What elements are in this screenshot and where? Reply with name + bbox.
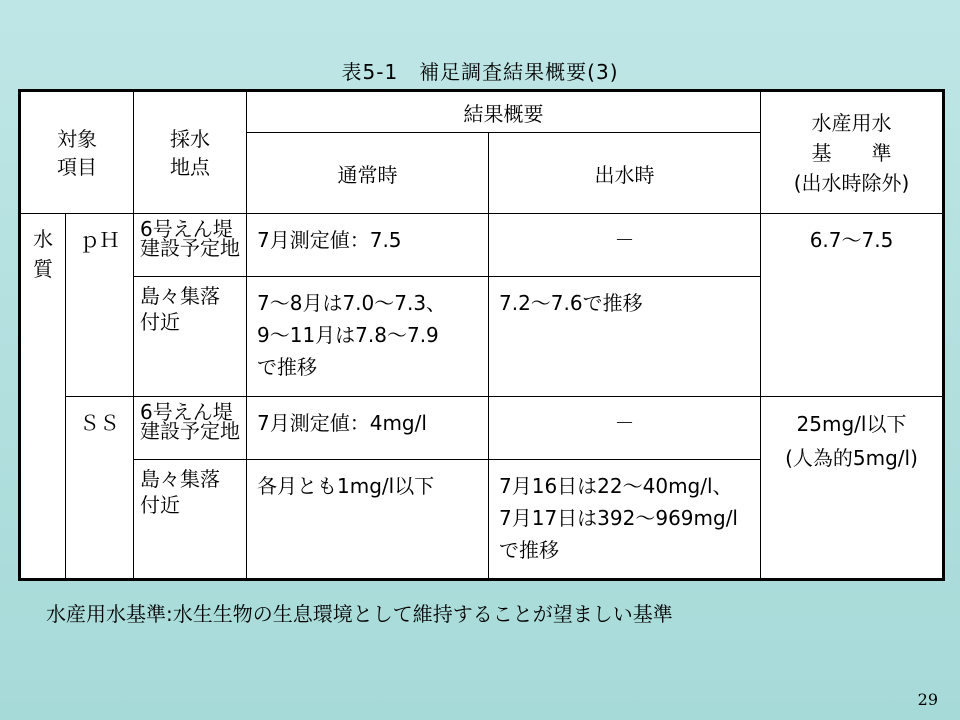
ss-point-dam-site: 6号えん堤 建設予定地 (134, 397, 247, 460)
ss-normal-dam-site: 7月測定値：4mg/l (247, 397, 489, 460)
ph-point-dam-site: 6号えん堤 建設予定地 (134, 214, 247, 277)
header-sampling-point: 採水 地点 (134, 91, 247, 214)
ss-point-village: 島々集落 付近 (134, 460, 247, 580)
footnote: 水産用水基準:水生生物の生息環境として維持することが望ましい基準 (46, 602, 673, 626)
page-number: 29 (917, 690, 938, 709)
ss-flood-dam-site: － (489, 397, 761, 460)
header-standard: 水産用水 基 準 (出水時除外) (761, 91, 944, 214)
header-normal: 通常時 (247, 133, 489, 214)
ph-normal-dam-site: 7月測定値：7.5 (247, 214, 489, 277)
ph-normal-village: 7～8月は7.0～7.3、 9～11月は7.8～7.9 で推移 (247, 277, 489, 397)
header-result-summary: 結果概要 (247, 91, 761, 133)
item-ph: ｐＨ (66, 214, 134, 397)
ph-flood-dam-site: － (489, 214, 761, 277)
category-water-quality: 水 質 (20, 214, 66, 580)
header-target: 対象 項目 (20, 91, 134, 214)
ph-flood-village: 7.2～7.6で推移 (489, 277, 761, 397)
table-title: 表5-1 補足調査結果概要(3) (341, 60, 619, 84)
ss-flood-village: 7月16日は22～40mg/l、 7月17日は392～969mg/l で推移 (489, 460, 761, 580)
ss-standard: 25mg/l以下 (人為的5mg/l) (761, 397, 944, 580)
ph-point-village: 島々集落 付近 (134, 277, 247, 397)
summary-table (18, 89, 945, 581)
ph-standard: 6.7～7.5 (761, 214, 944, 397)
header-flood: 出水時 (489, 133, 761, 214)
ss-normal-village: 各月とも1mg/l以下 (247, 460, 489, 580)
item-ss: ＳＳ (66, 397, 134, 580)
